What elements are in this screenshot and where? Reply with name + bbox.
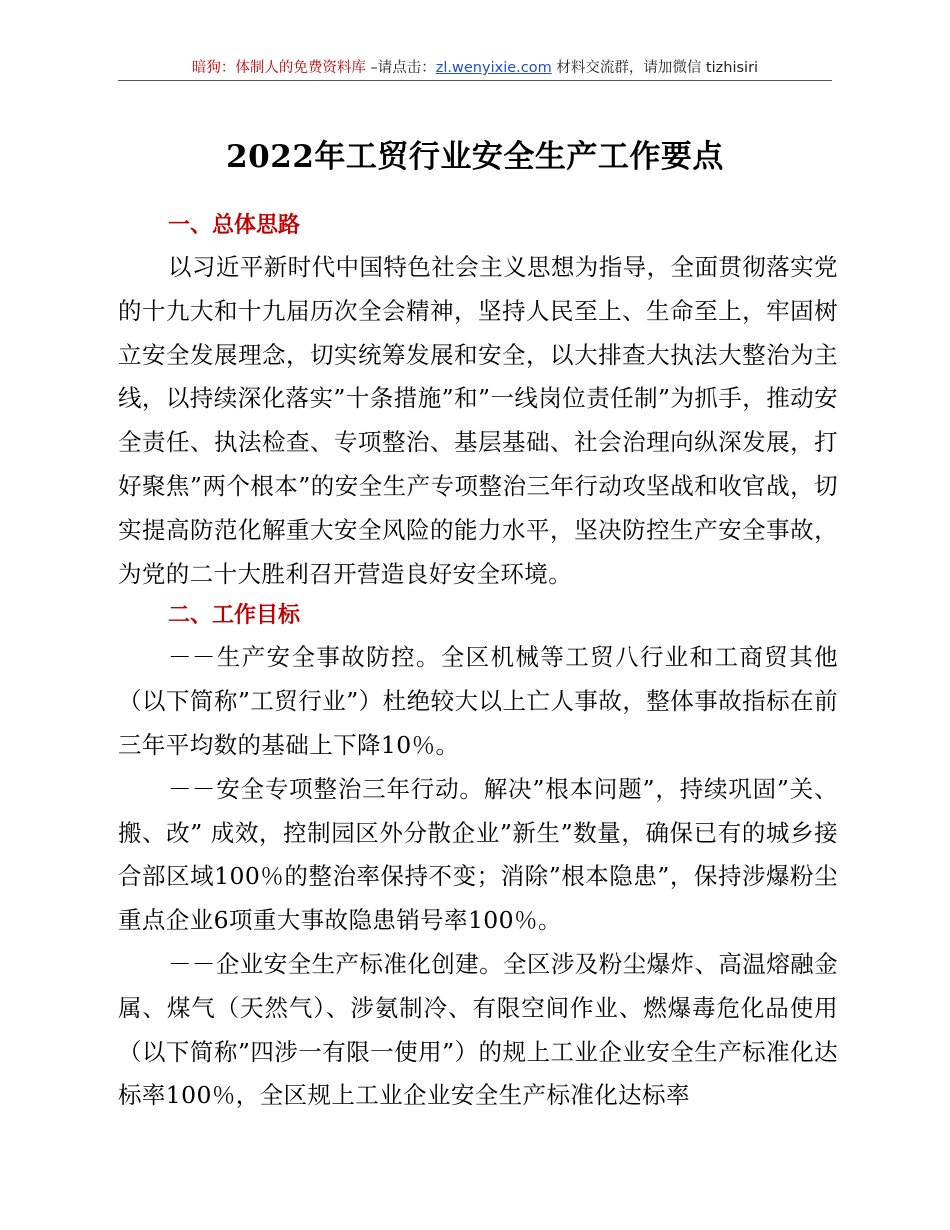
header-divider: [118, 80, 832, 81]
header-brand: 暗狗：体制人的免费资料库: [191, 60, 366, 76]
header-link[interactable]: zl.wenyixie.com: [435, 60, 552, 76]
page-header: [118, 56, 832, 80]
paragraph: 以习近平新时代中国特色社会主义思想为指导，全面贯彻落实党的十九大和十九届历次全会精神，坚持人民至上、生命至上，牢固树立安全发展理念，切实统筹发展和安全，以大排查大执法大整治为主线，以持续深化落实”十条措施”和”一线岗位责任制”为抓手，推动安全责任、执法检查、专项整治、基层基础、社会治理向纵深发展，打好聚焦”两个根本”的安全生产专项整治三年行动攻坚战和收官战，切实提高防范化解重大安全风险的能力水平，坚决防控生产安全事故，为党的二十大胜利召开营造良好安全环境。: [118, 253, 838, 588]
header-prompt: –请点击：: [365, 60, 436, 76]
section-heading-work-goals: 二、工作目标: [168, 603, 301, 629]
header-group-note: 材料交流群，请加微信 tizhisiri: [551, 60, 759, 76]
paragraph: －－企业安全生产标准化创建。全区涉及粉尘爆炸、高温熔融金属、煤气（天然气）、涉氨制冷、有限空间作业、燃爆毒危化品使用（以下简称”四涉一有限一使用”）的规上工业企业安全生产标准化达标率100％，全区规上工业企业安全生产标准化达标率: [118, 949, 838, 1110]
paragraph: －－安全专项整治三年行动。解决”根本问题”，持续巩固”关、搬、改” 成效，控制园区外分散企业”新生”数量，确保已有的城乡接合部区域100％的整治率保持不变；消除”根本隐患”，保持涉爆粉尘重点企业6项重大事故隐患销号率100％。: [118, 774, 838, 935]
paragraph: －－生产安全事故防控。全区机械等工贸八行业和工商贸其他（以下简称”工贸行业”）杜绝较大以上亡人事故，整体事故指标在前三年平均数的基础上下降10％。: [118, 643, 838, 759]
section-heading-overall-approach: 一、总体思路: [168, 213, 301, 238]
document-body: [118, 206, 838, 1118]
document-title: 2022年工贸行业安全生产工作要点: [226, 139, 724, 175]
